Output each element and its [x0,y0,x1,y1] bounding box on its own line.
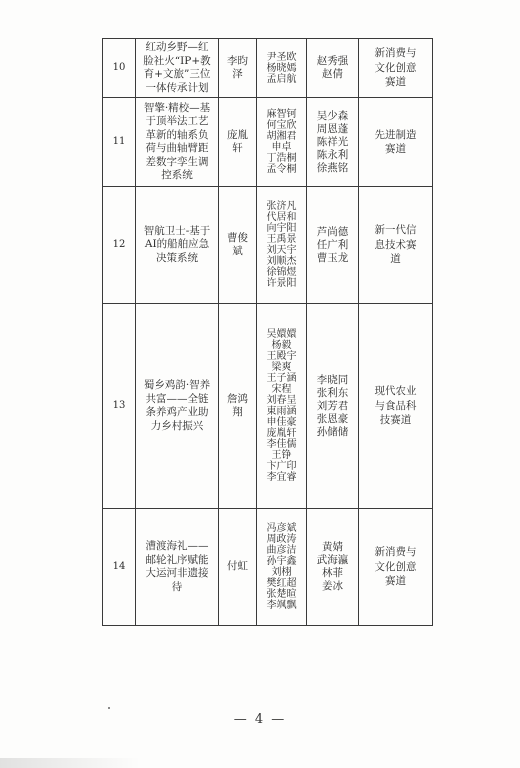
members-cell: 张济凡 代居和 向宇阳 王禹景 刘天宇 刘顺杰 徐锦煜 许景阳 [257,187,307,304]
advisors-cell: 芦尚德 任广利 曹玉龙 [307,187,359,304]
project-name-cell: 红动乡野—红 脸社火“IP+教 育+文旅”三位 一体传承计划 [136,39,219,98]
track-cell: 先进制造 赛道 [359,98,433,187]
leader-cell: 庞胤 轩 [219,98,257,187]
track-cell: 新一代信 息技术赛 道 [359,187,433,304]
page-number: — 4 — [233,712,287,727]
members-cell: 尹圣欧 杨晓嫣 孟启航 [257,39,307,98]
row-number-cell: 11 [103,98,136,187]
row-number-cell: 14 [103,509,136,626]
members-cell: 麻智钶 何宝欣 胡湘君 申卓 丁浩桐 孟令桐 [257,98,307,187]
project-name-cell: 蜀乡鸡韵·智养 共富——全链 条养鸡产业助 力乡村振兴 [136,304,219,509]
scan-edge-shadow [0,758,140,768]
row-number-cell: 13 [103,304,136,509]
leader-cell: 詹鸿 翔 [219,304,257,509]
advisors-cell: 赵秀强 赵倩 [307,39,359,98]
leader-cell: 李昀 泽 [219,39,257,98]
members-cell: 冯彦斌 周政涛 曲彦洁 孙宇鑫 刘栩 樊红超 张楚暄 李飒飘 [257,509,307,626]
table-row [103,39,433,98]
row-number-cell: 12 [103,187,136,304]
track-cell: 新消费与 文化创意 赛道 [359,39,433,98]
leader-cell: 付虹 [219,509,257,626]
scan-dot-mark [108,707,110,709]
track-cell: 新消费与 文化创意 赛道 [359,509,433,626]
leader-cell: 曹俊 斌 [219,187,257,304]
members-cell: 吴嬛嬛 杨毅 王殿宇 梁爽 王子涵 宋程 刘春呈 東雨涵 申佳豪 庞胤轩 李佳儒 王铮 卞广印 李宜睿 [257,304,307,509]
project-name-cell: 漕渡海礼—— 邮轮礼序赋能 大运河非遗接 待 [136,509,219,626]
advisors-cell: 李晓同 张利东 刘芳君 张恩豪 孙储储 [307,304,359,509]
row-number-cell: 10 [103,39,136,98]
track-cell: 现代农业 与食品科 技赛道 [359,304,433,509]
project-name-cell: 智擎·精校—基 于顶举法工艺 革新的轴系负 荷与曲轴臂距 差数字孪生调 控系统 [136,98,219,187]
table-row [103,98,433,187]
project-name-cell: 智航卫士-基于 AI的船舶应急 决策系统 [136,187,219,304]
table-row [103,304,433,509]
advisors-cell: 吴少森 周恩蓬 陈祥光 陈永利 徐燕铭 [307,98,359,187]
advisors-cell: 黄婧 武海瀛 林菲 姜冰 [307,509,359,626]
table-row [103,187,433,304]
table-row [103,509,433,626]
award-table [102,38,433,626]
